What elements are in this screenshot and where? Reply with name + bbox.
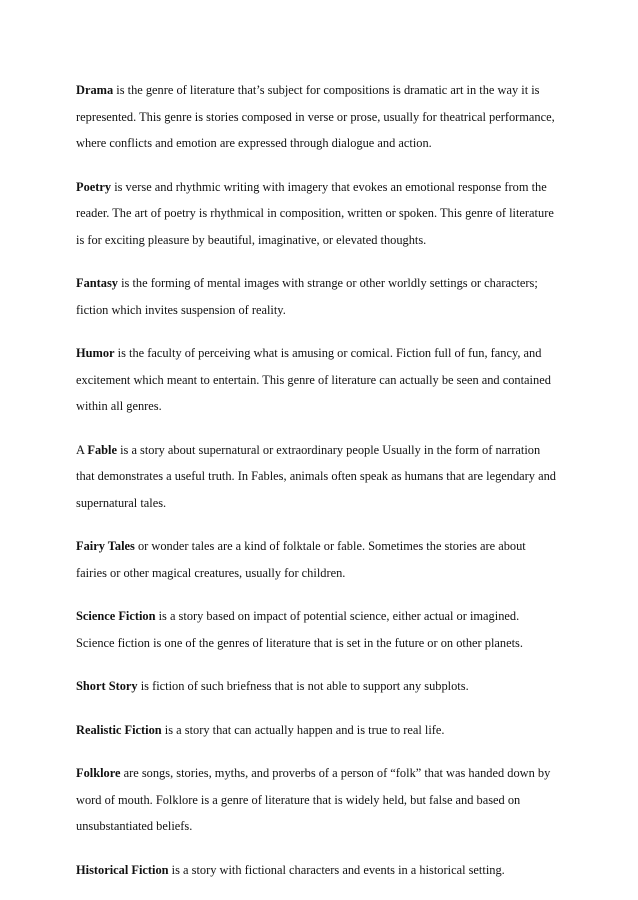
text-line (76, 104, 576, 131)
line-text: where conflicts and emotion are expressed through dialogue and action. (76, 136, 432, 150)
line-text: is the genre of literature that’s subject for compositions is dramatic art in the way it is (113, 83, 540, 97)
text-line (76, 857, 576, 884)
line-text: within all genres. (76, 399, 162, 413)
genre-term: Short Story (76, 679, 138, 693)
line-text: reader. The art of poetry is rhythmical in composition, written or spoken. This genre of literature (76, 206, 554, 220)
document-page (76, 77, 576, 900)
line-text: fairies or other magical creatures, usually for children. (76, 565, 346, 580)
line-text: is a story that can actually happen and is true to real life. (161, 722, 445, 737)
genre-term: Fable (87, 442, 117, 457)
line-text: is verse and rhythmic writing with imagery that evokes an emotional response from the (111, 179, 547, 194)
line-text: excitement which meant to entertain. This genre of literature can actually be seen and contained (76, 372, 551, 387)
genre-paragraph (76, 603, 576, 656)
genre-term: Fairy Tales (76, 539, 135, 553)
text-line (76, 437, 576, 464)
genre-paragraph (76, 760, 576, 840)
genre-paragraph (76, 340, 576, 420)
genre-paragraph (76, 673, 576, 700)
line-text: or wonder tales are a kind of folktale or fable. Sometimes the stories are about (134, 539, 526, 553)
genre-term: Poetry (76, 179, 112, 194)
text-line (76, 630, 576, 657)
text-line (76, 130, 576, 157)
line-text: supernatural tales. (76, 495, 167, 510)
genre-term: Historical Fiction (76, 862, 169, 877)
line-text: is a story about supernatural or extraordinary people Usually in the form of narration (116, 442, 541, 457)
text-line (76, 490, 576, 517)
text-line (76, 340, 576, 367)
line-text: that demonstrates a useful truth. In Fables, animals often speak as humans that are legendary and (76, 469, 556, 483)
text-line (76, 760, 576, 787)
genre-paragraph (76, 77, 576, 157)
genre-term: Realistic Fiction (76, 722, 162, 737)
genre-paragraph (76, 437, 576, 517)
text-line (76, 717, 576, 744)
line-text: is a story with fictional characters and events in a historical setting. (168, 862, 505, 877)
line-text: is the forming of mental images with strange or other worldly settings or characters; (118, 276, 538, 290)
line-text: unsubstantiated beliefs. (76, 819, 193, 833)
text-line (76, 200, 576, 227)
text-line (76, 227, 576, 254)
line-text: Science fiction is one of the genres of literature that is set in the future or on other planets. (76, 635, 523, 650)
genre-term: Folklore (76, 766, 121, 780)
text-line (76, 787, 576, 814)
text-line (76, 603, 576, 630)
text-line (76, 367, 576, 394)
line-text: is fiction of such briefness that is not able to support any subplots. (137, 679, 469, 693)
line-text: is a story based on impact of potential science, either actual or imagined. (155, 609, 520, 623)
text-line (76, 560, 576, 587)
text-line (76, 393, 576, 420)
line-text: represented. This genre is stories composed in verse or prose, usually for theatrical performance, (76, 109, 555, 124)
genre-term: Humor (76, 346, 115, 360)
genre-paragraph (76, 717, 576, 744)
text-line (76, 533, 576, 560)
genre-term: Fantasy (76, 276, 118, 290)
genre-paragraph (76, 270, 576, 323)
text-line (76, 270, 576, 297)
line-text: fiction which invites suspension of reality. (76, 302, 286, 317)
line-text: are songs, stories, myths, and proverbs of a person of “folk” that was handed down by (120, 766, 551, 780)
line-text: word of mouth. Folklore is a genre of literature that is widely held, but false and based on (76, 792, 521, 807)
genre-paragraph (76, 174, 576, 254)
text-line (76, 463, 576, 490)
genre-term: Drama (76, 83, 114, 97)
line-text: is the faculty of perceiving what is amusing or comical. Fiction full of fun, fancy, and (114, 346, 542, 360)
genre-paragraph (76, 857, 576, 884)
text-line (76, 297, 576, 324)
paragraph-prefix: A (76, 442, 88, 457)
text-line (76, 813, 576, 840)
text-line (76, 77, 576, 104)
line-text: is for exciting pleasure by beautiful, imaginative, or elevated thoughts. (76, 232, 427, 247)
genre-term: Science Fiction (76, 609, 156, 623)
genre-paragraph (76, 533, 576, 586)
text-line (76, 673, 576, 700)
text-line (76, 174, 576, 201)
